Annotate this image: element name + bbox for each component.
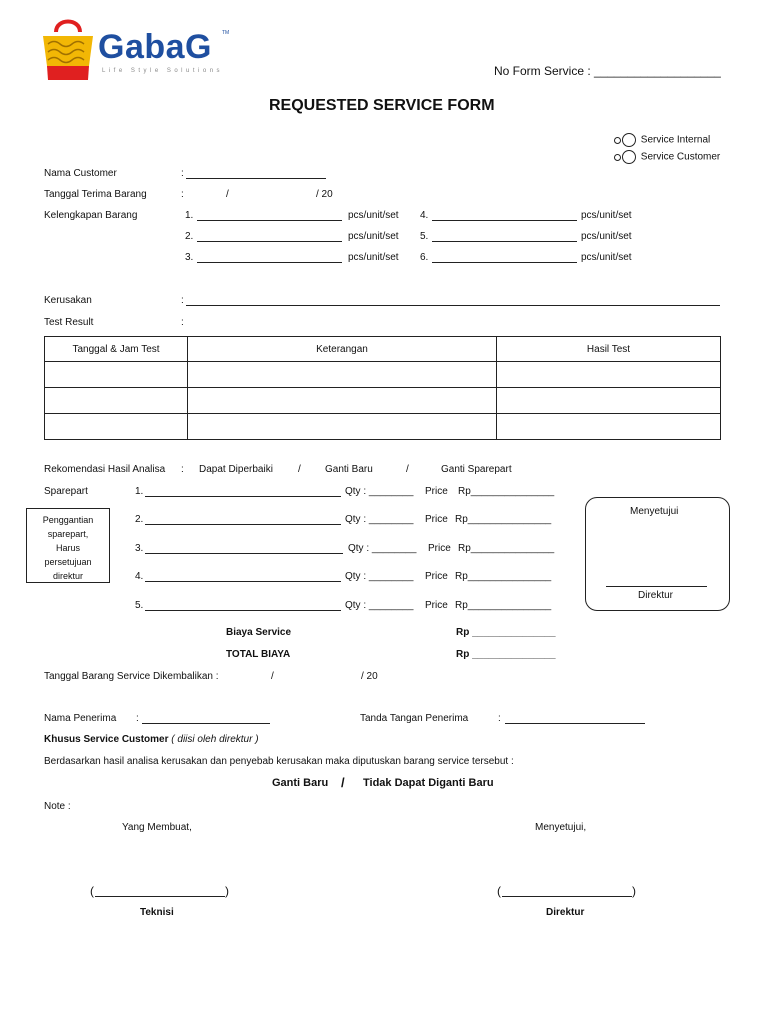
colon: : [181,189,184,200]
kelengkapan-num: 6. [420,252,429,263]
col-hasil-test: Hasil Test [497,337,721,362]
sparepart-field[interactable] [145,496,341,497]
sparepart-num: 5. [135,600,144,611]
table-cell[interactable] [188,362,497,388]
tanggal-kembali-label: Tanggal Barang Service Dikembalikan : [44,671,219,682]
decision-tidak-dapat[interactable]: Tidak Dapat Diganti Baru [363,777,494,789]
kelengkapan-field[interactable] [432,262,577,263]
test-result-label: Test Result [44,317,94,328]
sparepart-rp[interactable]: Rp_______________ [455,600,552,611]
separator: / [298,464,301,475]
kelengkapan-unit: pcs/unit/set [581,210,632,221]
biaya-service-label: Biaya Service [226,627,292,638]
approval-box [585,497,730,611]
sparepart-rp[interactable]: Rp_______________ [455,514,552,525]
menyetujui-title: Menyetujui, [535,822,587,833]
date-year: / 20 [316,189,333,200]
service-customer-option[interactable] [614,150,720,164]
kelengkapan-unit: pcs/unit/set [581,252,632,263]
test-result-table [44,336,721,440]
kelengkapan-field[interactable] [432,220,577,221]
table-cell[interactable] [497,414,721,440]
paren-open: ( [497,884,501,898]
rekomendasi-dapat-diperbaiki[interactable]: Dapat Diperbaiki [199,464,273,475]
table-cell[interactable] [45,414,188,440]
sparepart-price-label: Price [428,543,451,554]
kelengkapan-num: 5. [420,231,429,242]
colon: : [181,317,184,328]
approval-title: Menyetujui [630,506,679,517]
kelengkapan-field[interactable] [197,220,342,221]
table-cell[interactable] [497,388,721,414]
total-biaya-value[interactable]: Rp _______________ [456,649,556,660]
radio-small-icon [614,137,621,144]
nama-penerima-label: Nama Penerima [44,713,117,724]
total-biaya-label: TOTAL BIAYA [226,649,291,660]
kerusakan-label: Kerusakan [44,295,92,306]
sparepart-num: 1. [135,486,144,497]
sparepart-price-label: Price [425,571,448,582]
sparepart-label: Sparepart [44,486,88,497]
brand-tm: TM [222,30,230,36]
sparepart-field[interactable] [145,581,341,582]
ttd-penerima-label: Tanda Tangan Penerima [360,713,469,724]
rekomendasi-ganti-sparepart[interactable]: Ganti Sparepart [441,464,512,475]
khusus-section [44,734,259,745]
col-tanggal-jam: Tanggal & Jam Test [45,337,188,362]
direktur-signature-line[interactable] [502,896,632,897]
sparepart-field[interactable] [145,524,341,525]
kelengkapan-num: 1. [185,210,194,221]
kelengkapan-label: Kelengkapan Barang [44,210,138,221]
radio-small-icon [614,154,621,161]
service-internal-label: Service Internal [640,134,711,146]
approval-signer: Direktur [638,590,674,601]
khusus-note: ( diisi oleh direktur ) [171,734,259,745]
colon: : [181,295,184,306]
direktur-role: Direktur [546,907,585,918]
sparepart-rp[interactable]: Rp_______________ [458,543,555,554]
service-internal-option[interactable] [614,133,710,147]
sparepart-num: 3. [135,543,144,554]
table-header-row [45,337,721,362]
kelengkapan-num: 3. [185,252,194,263]
approval-signature-line[interactable] [606,586,707,587]
brand-logo [40,14,235,84]
table-cell[interactable] [45,388,188,414]
kelengkapan-unit: pcs/unit/set [348,252,399,263]
sparepart-qty[interactable]: Qty : ________ [348,543,417,554]
sparepart-qty[interactable]: Qty : ________ [345,514,414,525]
radio-icon [622,133,636,147]
nama-customer-field[interactable] [186,178,326,179]
sparepart-qty[interactable]: Qty : ________ [345,486,414,497]
sparepart-field[interactable] [145,553,343,554]
paren-close: ) [632,884,636,898]
no-form-service: No Form Service : ___________________ [494,64,721,78]
sparepart-qty[interactable]: Qty : ________ [345,600,414,611]
separator: / [406,464,409,475]
sparepart-price-label: Price [425,600,448,611]
separator: / [341,775,345,790]
colon: : [136,713,139,724]
kelengkapan-unit: pcs/unit/set [581,231,632,242]
sparepart-qty[interactable]: Qty : ________ [345,571,414,582]
ttd-penerima-field[interactable] [505,723,645,724]
sparepart-price-label: Price [425,486,448,497]
kelengkapan-unit: pcs/unit/set [348,231,399,242]
service-customer-label: Service Customer [640,151,721,163]
table-row [45,414,721,440]
kerusakan-field[interactable] [186,305,720,306]
table-cell[interactable] [45,362,188,388]
sparepart-note-text: Penggantian sparepart, Harus persetujuan direktur [42,515,94,581]
kelengkapan-field[interactable] [432,241,577,242]
yang-membuat-title: Yang Membuat, [122,822,192,833]
sparepart-rp[interactable]: Rp_______________ [455,571,552,582]
tanggal-terima-label: Tanggal Terima Barang [44,189,147,200]
sparepart-field[interactable] [145,610,341,611]
decision-ganti-baru[interactable]: Ganti Baru [272,777,329,789]
kelengkapan-field[interactable] [197,241,342,242]
sparepart-num: 4. [135,571,144,582]
berdasarkan-text: Berdasarkan hasil analisa kerusakan dan penyebab kerusakan maka diputuskan barang service tersebut : [44,756,514,767]
table-row [45,362,721,388]
nama-customer-label: Nama Customer [44,168,117,179]
colon: : [181,168,184,179]
colon: : [181,464,184,475]
table-cell[interactable] [497,362,721,388]
table-cell[interactable] [188,388,497,414]
kelengkapan-num: 4. [420,210,429,221]
date-slash: / [226,189,229,200]
teknisi-signature-line[interactable] [95,896,225,897]
kelengkapan-unit: pcs/unit/set [348,210,399,221]
kelengkapan-field[interactable] [197,262,342,263]
biaya-service-value[interactable]: Rp _______________ [456,627,556,638]
bag-icon [40,14,96,82]
rekomendasi-ganti-baru[interactable]: Ganti Baru [325,464,373,475]
rekomendasi-label: Rekomendasi Hasil Analisa [44,464,166,475]
sparepart-note-box [26,508,110,583]
paren-open: ( [90,884,94,898]
table-cell[interactable] [188,414,497,440]
col-keterangan: Keterangan [188,337,497,362]
radio-icon [622,150,636,164]
teknisi-role: Teknisi [140,907,174,918]
kelengkapan-num: 2. [185,231,194,242]
table-row [45,388,721,414]
form-title: REQUESTED SERVICE FORM [269,97,495,114]
brand-tagline: Life Style Solutions [102,68,224,74]
sparepart-num: 2. [135,514,144,525]
date-year: / 20 [361,671,378,682]
colon: : [498,713,501,724]
sparepart-price-label: Price [425,514,448,525]
nama-penerima-field[interactable] [142,723,270,724]
date-slash: / [271,671,274,682]
note-label: Note : [44,801,71,812]
paren-close: ) [225,884,229,898]
khusus-label: Khusus Service Customer [44,734,169,745]
brand-name: GabaG [98,28,212,66]
sparepart-rp[interactable]: Rp_______________ [458,486,555,497]
